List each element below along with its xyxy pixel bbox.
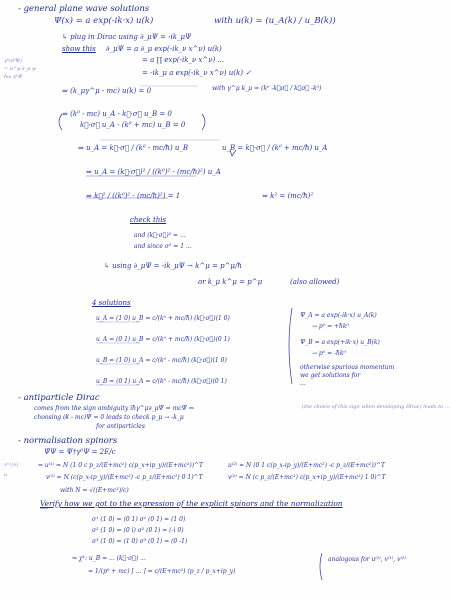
margin-note-5: u bbox=[4, 472, 8, 478]
analogous-note: analogous for u⁽²⁾, v⁽¹⁾, v⁽²⁾ bbox=[328, 556, 406, 563]
spurious-momentum-note: otherwise spurious momentum bbox=[300, 364, 395, 371]
pauli-x-action: σ¹ (1 0) = (0 1) σ¹ (0 1) = (1 0) bbox=[92, 516, 186, 523]
derivation-line-3: = -ik_μ a exp(-ik_ν x^ν) u(k) ✓ bbox=[142, 69, 252, 77]
gamma-k-matrix: with γ^μ k_μ = (k⁰ -k⃗σ⃗ / k⃗σ⃗ -k⁰) bbox=[212, 85, 322, 92]
momentum-identification: ↳ using ∂_μΨ = -ik_μΨ → k^μ = p^μ/ħ bbox=[104, 262, 242, 270]
mass-shell-relation: ⇔ k² = (mc/ħ)² bbox=[262, 192, 314, 200]
component-equation-b: k⃗·σ⃗ u_A - (k⁰ + mc) u_B = 0 bbox=[80, 121, 186, 129]
spinor-definition: with u(k) = (u_A(k) / u_B(k)) bbox=[214, 16, 336, 26]
also-allowed-note: (also allowed) bbox=[290, 278, 340, 286]
solution-1: u_A = (1 0) u_B = c/(k⁰ + mc/ħ) (k⃗·σ⃗)(1 0) bbox=[96, 315, 230, 322]
solutions-brace bbox=[289, 308, 292, 384]
chi-ub-derivation: ⇒ χ¹: u_B = ... (k⃗·σ⃗) ... bbox=[72, 555, 146, 562]
section-heading-normalisation: - normalisation spinors bbox=[18, 436, 118, 446]
sigma-squared-note: and since σ² = 1 ... bbox=[134, 243, 192, 250]
ua-in-terms-of-ub: ⇒ u_A = k⃗·σ⃗ / (k⁰ - mc/ħ) u_B bbox=[78, 144, 189, 152]
margin-note-1: γ⁰(∂⁰Ψ) bbox=[4, 58, 22, 64]
solution-3: u_B = (1 0) u_A = c/(k⁰ - mc/ħ) (k⃗·σ⃗)(1 0) bbox=[96, 357, 227, 364]
pauli-y-action: σ² (1 0) = (0 i) σ² (0 1) = (-i 0) bbox=[92, 527, 184, 534]
normalisation-condition: Ψ̄Ψ = Ψ†γ⁰Ψ = 2E/c bbox=[44, 448, 116, 456]
component-equation-a: ⇒ (k⁰ - mc) u_A - k⃗·σ⃗ u_B = 0 bbox=[62, 110, 172, 118]
analogous-brace bbox=[320, 553, 322, 580]
dispersion-ratio: ⇒ k⃗² / ((k⁰)² - (mc/ħ)²) = 1 bbox=[86, 192, 181, 200]
momentum-identification-alt: or k_μ k^μ = p^μ bbox=[198, 278, 263, 286]
spinor-u2: u⁽²⁾ = N (0 1 c(p_x-ip_y)/(E+mc²) -c p_z/(E+mc²))^T bbox=[228, 462, 386, 469]
ua-squared-relation: ⇒ u_A = (k⃗·σ⃗)² / ((k⁰)² - (mc/ħ)²) u_A bbox=[86, 168, 221, 176]
antiparticle-choice-note: choosing (k̸ - mc)Ψ = 0 leads to check p_μ → -k_μ bbox=[34, 414, 184, 421]
we-get-solutions-note: we get solutions for bbox=[300, 372, 361, 379]
sign-ambiguity-note: comes from the sign ambiguity iħγ^μ∂_μΨ = mcΨ ⇒ bbox=[34, 405, 194, 412]
ub-in-terms-of-ua: u_B = k⃗·σ⃗ / (k⁰ + mc/ħ) u_A bbox=[222, 144, 328, 152]
solution-4: u_B = (0 1) u_A = c/(k⁰ - mc/ħ) (k⃗·σ⃗)(0 1) bbox=[96, 378, 227, 385]
margin-note-3: ħω γ⁰Ψ bbox=[4, 74, 23, 80]
derivation-line-2: = a ∏ exp(-ik_ν x^ν) ... bbox=[142, 56, 225, 64]
plug-in-dirac-note: ↳ plug in Dirac using ∂_μΨ = -ik_μΨ bbox=[62, 33, 192, 41]
four-solutions-label: 4 solutions bbox=[92, 299, 131, 307]
verify-instruction: Verify how we got to the expression of the explicit spinors and the normalization bbox=[40, 499, 343, 508]
normalisation-constant: with N = √((E+mc²)/c) bbox=[60, 487, 129, 494]
psi-a-definition: Ψ_A = a exp(-ik·x) u_A(k) bbox=[300, 312, 377, 319]
pauli-square-note: and (k⃗·σ⃗)² = ... bbox=[134, 232, 186, 239]
spinor-u1: ⇒ u⁽¹⁾ = N (1 0 c p_z/(E+mc²) c(p_x+ip_y)/(E+mc²))^T bbox=[38, 462, 204, 469]
plane-wave-equation: Ψ(x) = a exp(-ik·x) u(k) bbox=[54, 16, 154, 26]
check-this-label: check this bbox=[130, 216, 167, 224]
margin-note-2: = u^μ ∂_μ ψ bbox=[4, 66, 36, 72]
solutions-continuation: ... bbox=[300, 380, 306, 387]
section-heading-antiparticle: - antiparticle Dirac bbox=[18, 393, 100, 403]
for-antiparticles-note: for antiparticles bbox=[96, 423, 145, 430]
pauli-z-action: σ³ (1 0) = (1 0) σ³ (0 1) = (0 -1) bbox=[92, 538, 188, 545]
positive-energy-note: → p⁰ = +ħk⁰ bbox=[312, 323, 349, 330]
dirac-momentum-equation: ⇒ (k_μγ^μ - mc) u(k) = 0 bbox=[62, 87, 152, 95]
solution-2: u_A = (0 1) u_B = c/(k⁰ + mc/ħ) (k⃗·σ⃗)(0 1) bbox=[96, 336, 230, 343]
margin-note-4: v⁽¹⁾(ν) bbox=[4, 462, 19, 468]
psi-b-definition: Ψ_B = a exp(+ik·x) u_B(k) bbox=[300, 339, 380, 346]
spinor-v2: v⁽²⁾ = N (c p_z/(E+mc²) c(p_x+ip_y)/(E+mc²) 1 0)^T bbox=[228, 474, 386, 481]
derivation-line-1: ∂_μΨ = a ∂_μ exp(-ik_ν x^ν) u(k) bbox=[106, 45, 222, 53]
sign-choice-side-note: (the choice of this sign when developing Dirac) leads to ... bbox=[302, 404, 450, 410]
section-heading-plane-waves: - general plane wave solutions bbox=[18, 4, 150, 14]
show-this-label: show this bbox=[62, 45, 96, 53]
negative-energy-note: → p⁰ = -ħk⁰ bbox=[312, 350, 346, 357]
spinor-v1: v⁽¹⁾ = N (c(p_x-ip_y)/(E+mc²) -c p_z/(E+mc²) 0 1)^T bbox=[46, 474, 203, 481]
chi-ub-result: = 1/(p⁰ + mc) [ ... ] = c/(E+mc²) (p_z / p_x+ip_y) bbox=[88, 568, 236, 575]
